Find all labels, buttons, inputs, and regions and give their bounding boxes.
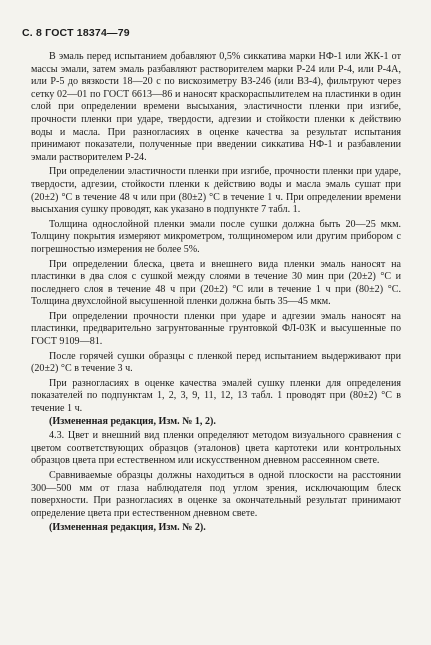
amendment-note-2: (Измененная редакция, Изм. № 2).	[49, 522, 206, 534]
amendment-note-1: (Измененная редакция, Изм. № 1, 2).	[49, 415, 216, 427]
paragraph-sample-preparation: В эмаль перед испытанием добавляют 0,5% сиккатива марки НФ-1 или ЖК-1 от массы эмали, затем эмаль разбавляют растворителем марки Р-24 или Р-4, или Р-4А, или Р-5 до вязкости 18—20 с по вискозиметру ВЗ-246 (или ВЗ-4), фильтруют через сетку 02—01 по ГОСТ 6613—86 и наносят краскораспылителем на пластинки в один слой при определении времени высыхания, эластичности пленки при изгибе, прочности пленки при ударе, твердости, адгезии и стойкости пленки к действию воды и масла. При разногласиях в оценке качества за результат испытания принимают показатели, полученные при введении сиккатива НФ-1 и разбавлении эмали растворителем Р-24.	[31, 51, 401, 163]
paragraph-hot-drying: После горячей сушки образцы с пленкой перед испытанием выдерживают при (20±2) °С в течение 3 ч.	[31, 350, 401, 375]
paragraph-dispute-drying: При разногласиях в оценке качества эмалей сушку пленки для определения показателей по подпунктам 1, 2, 3, 9, 11, 12, 13 табл. 1 проводят при (80±2) °С в течение 1 ч.	[31, 377, 401, 415]
paragraph-4-3-color-appearance: 4.3. Цвет и внешний вид пленки определяют методом визуального сравнения с цветом соответствующих образцов (эталонов) цвета картотеки или контрольных образцов цвета при естественном или искусственном дневном рассеянном свете.	[31, 430, 401, 467]
paragraph-gloss-color-application: При определении блеска, цвета и внешнего вида пленки эмаль наносят на пластинки в два слоя с сушкой между слоями в течение 30 мин при (20±2) °С и последнего слоя в течение 48 ч при (20±2) °С или в течение 1 ч при (80±2) °С. Толщина двухслойной высушенной пленки должна быть 35—45 мкм.	[31, 258, 401, 308]
page-header: С. 8 ГОСТ 18374—79	[22, 27, 130, 39]
paragraph-drying-conditions: При определении эластичности пленки при изгибе, прочности пленки при ударе, твердости, адгезии, стойкости пленки к действию воды и масла эмаль сушат при (20±2) °С в течение 48 ч или при (80±2) °С в течение 1 ч. При определении времени высыхания сушку проводят, как указано в подпункте 7 табл. 1.	[31, 166, 401, 216]
paragraph-impact-adhesion: При определении прочности пленки при ударе и адгезии эмаль наносят на пластинки, предварительно загрунтованные грунтовкой ФЛ-03К и высушенные по ГОСТ 9109—81.	[31, 310, 401, 348]
paragraph-film-thickness: Толщина однослойной пленки эмали после сушки должна быть 20—25 мкм. Толщину покрытия измеряют микрометром, толщиномером или другим прибором с погрешностью измерения не более 5%.	[31, 218, 401, 255]
document-body	[31, 51, 401, 535]
paragraph-comparison-conditions: Сравниваемые образцы должны находиться в одной плоскости на расстоянии 300—500 мм от глаза наблюдателя под углом зрения, исключающим блеск поверхности. При разногласиях в оценке за окончательный результат принимают определение цвета при естественном дневном свете.	[31, 470, 401, 519]
